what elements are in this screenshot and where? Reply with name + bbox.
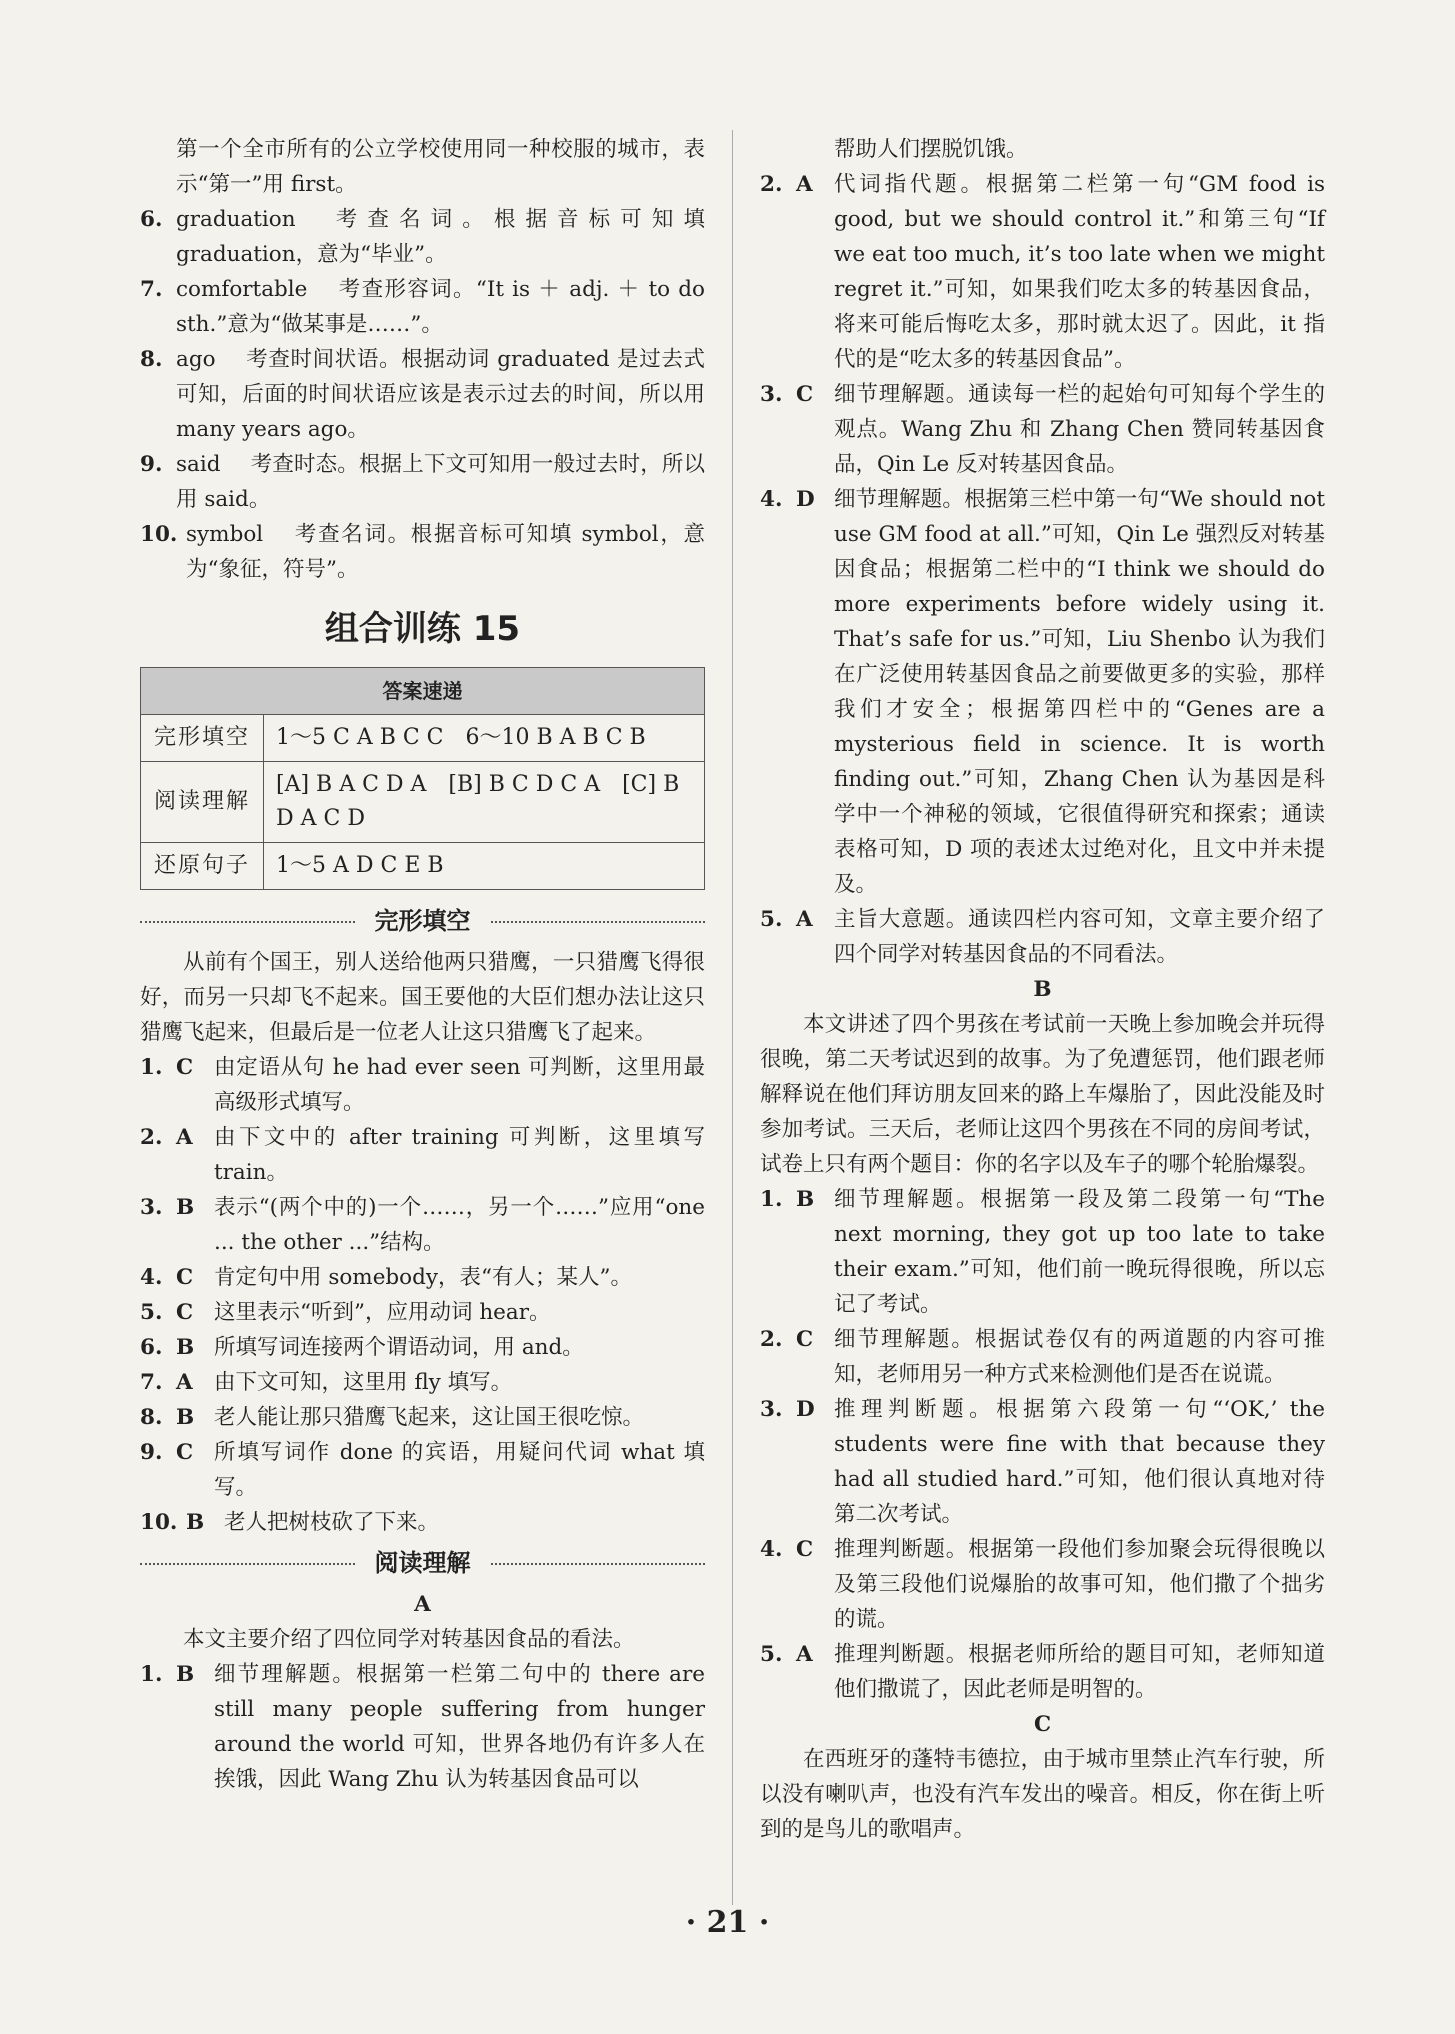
row-label: 完形填空: [141, 715, 264, 762]
section-title: 组合训练 15: [324, 609, 521, 649]
explanation: 肯定句中用 somebody，表“有人；某人”。: [214, 1265, 633, 1290]
answer-letter: B: [176, 1662, 195, 1687]
answer-table: [140, 667, 705, 890]
answer-word: said: [176, 452, 221, 477]
answer-word: graduation: [176, 207, 296, 232]
heading-label: 阅读理解: [374, 1549, 471, 1577]
answer-item-9: [140, 447, 705, 517]
cloze-summary: 从前有个国王，别人送给他两只猎鹰，一只猎鹰飞得很好，而另一只却飞不起来。国王要他的大臣们想办法让这只猎鹰飞起来，但最后是一位老人让这只猎鹰飞了起来。: [140, 950, 705, 1045]
answer-item-8: [140, 342, 705, 447]
answer-item-10: [140, 517, 705, 587]
item-number: 2.: [140, 1125, 163, 1150]
explanation: 细节理解题。根据第一段及第二段第一句“The next morning, they got up too late to take their exam.”可知，他们前一晚玩得很晚，所以忘记了考试。: [834, 1187, 1325, 1317]
item-number: 5.: [760, 907, 783, 932]
cloze-item-2: [140, 1120, 705, 1190]
explanation: 由下文可知，这里用 fly 填写。: [214, 1370, 513, 1395]
row-value: [A] B A C D A [B] B C D C A [C] B D A C D: [264, 762, 705, 843]
reading-heading: [140, 1546, 705, 1581]
answer-letter: A: [796, 1642, 813, 1667]
explanation: 老人把树枝砍了下来。: [224, 1510, 440, 1535]
explanation: 细节理解题。根据第一栏第二句中的 there are still many people suffering from hunger around the world 可知，世界各地仍有许多人在挨饿，因此 Wang Zhu 认为转基因食品可以: [214, 1662, 705, 1792]
item-number: 4.: [760, 1537, 783, 1562]
right-column: [760, 132, 1325, 1847]
answer-letter: B: [176, 1195, 195, 1220]
answer-letter: A: [176, 1370, 193, 1395]
intro-continuation: 第一个全市所有的公立学校使用同一种校服的城市，表示“第一”用 first。: [176, 137, 705, 197]
reading-b-item-1: [760, 1182, 1325, 1322]
item-number: 9.: [140, 1440, 163, 1465]
answer-letter: C: [796, 1327, 814, 1352]
answer-item-7: [140, 272, 705, 342]
reading-a-item-2: [760, 167, 1325, 377]
reading-b-item-2: [760, 1322, 1325, 1392]
item-number: 1.: [140, 1662, 163, 1687]
cloze-item-7: [140, 1365, 705, 1400]
item-number: 1.: [760, 1187, 783, 1212]
answer-word: symbol: [186, 522, 264, 547]
answer-letter: B: [796, 1187, 815, 1212]
item-number: 3.: [760, 1397, 783, 1422]
explanation: 考查名词。根据音标可知填 symbol，意为“象征，符号”。: [186, 522, 705, 582]
cloze-item-6: [140, 1330, 705, 1365]
explanation: 由下文中的 after training 可判断，这里填写 train。: [214, 1125, 705, 1185]
table-row: [141, 843, 705, 890]
cloze-item-9: [140, 1435, 705, 1505]
item-number: 4.: [140, 1265, 163, 1290]
item-number: 5.: [760, 1642, 783, 1667]
heading-label: 完形填空: [374, 907, 471, 935]
item-number: 7.: [140, 1370, 163, 1395]
answer-letter: C: [176, 1440, 194, 1465]
answer-letter: D: [796, 487, 815, 512]
answer-letter: A: [796, 907, 813, 932]
cloze-item-5: [140, 1295, 705, 1330]
answer-letter: A: [176, 1125, 193, 1150]
column-divider: [732, 130, 733, 1905]
explanation: 代词指代题。根据第二栏第一句“GM food is good, but we should control it.”和第三句“If we eat too much, it’s too late when we might regret it.”可知，如果我们吃太多的转基因食品，将来可能后悔吃太多，那时就太迟了。因此，it 指代的是“吃太多的转基因食品”。: [834, 172, 1325, 372]
page-number: · 21 ·: [685, 1905, 770, 1940]
explanation: 细节理解题。通读每一栏的起始句可知每个学生的观点。Wang Zhu 和 Zhang Chen 赞同转基因食品，Qin Le 反对转基因食品。: [834, 382, 1325, 477]
explanation: 所填写词作 done 的宾语，用疑问代词 what 填写。: [214, 1440, 705, 1500]
item-number: 8.: [140, 1405, 163, 1430]
passage-label-a: A: [414, 1592, 431, 1617]
explanation: 考查时态。根据上下文可知用一般过去时，所以用 said。: [176, 452, 705, 512]
row-value: 1～5 A D C E B: [264, 843, 705, 890]
passage-c-summary: 在西班牙的蓬特韦德拉，由于城市里禁止汽车行驶，所以没有喇叭声，也没有汽车发出的噪音。相反，你在街上听到的是鸟儿的歌唱声。: [760, 1747, 1325, 1842]
explanation: 主旨大意题。通读四栏内容可知，文章主要介绍了四个同学对转基因食品的不同看法。: [834, 907, 1325, 967]
passage-a-summary: 本文主要介绍了四位同学对转基因食品的看法。: [183, 1627, 635, 1652]
answer-letter: C: [176, 1055, 194, 1080]
passage-b-summary: 本文讲述了四个男孩在考试前一天晚上参加晚会并玩得很晚，第二天考试迟到的故事。为了免遭惩罚，他们跟老师解释说在他们拜访朋友回来的路上车爆胎了，因此没能及时参加考试。三天后，老师让这四个男孩在不同的房间考试，试卷上只有两个题目：你的名字以及车子的哪个轮胎爆裂。: [760, 1012, 1325, 1177]
cloze-item-10: [140, 1505, 705, 1540]
explanation: 细节理解题。根据试卷仅有的两道题的内容可推知，老师用另一种方式来检测他们是否在说谎。: [834, 1327, 1325, 1387]
answer-word: ago: [176, 347, 216, 372]
item-number: 2.: [760, 172, 783, 197]
cloze-item-1: [140, 1050, 705, 1120]
reading-a-item-1: [140, 1657, 705, 1797]
explanation: 考查形容词。“It is ＋ adj. ＋ to do sth.”意为“做某事是……”。: [176, 277, 705, 337]
left-column: [140, 132, 705, 1797]
explanation: 推理判断题。根据老师所给的题目可知，老师知道他们撒谎了，因此老师是明智的。: [834, 1642, 1325, 1702]
explanation: 考查名词。根据音标可知填 graduation，意为“毕业”。: [176, 207, 705, 267]
passage-label-c: C: [1033, 1712, 1052, 1737]
item-number: 3.: [760, 382, 783, 407]
item-number: 3.: [140, 1195, 163, 1220]
answer-letter: C: [796, 382, 814, 407]
item-number: 9.: [140, 452, 163, 477]
explanation: 所填写词连接两个谓语动词，用 and。: [214, 1335, 584, 1360]
row-value: 1～5 C A B C C 6～10 B A B C B: [264, 715, 705, 762]
answer-item-6: [140, 202, 705, 272]
table-row: [141, 762, 705, 843]
reading-b-item-3: [760, 1392, 1325, 1532]
item-number: 6.: [140, 207, 163, 232]
cloze-item-4: [140, 1260, 705, 1295]
answer-letter: B: [186, 1510, 205, 1535]
reading-b-item-4: [760, 1532, 1325, 1637]
item-number: 4.: [760, 487, 783, 512]
answer-letter: B: [176, 1405, 195, 1430]
cloze-item-3: [140, 1190, 705, 1260]
item-number: 10.: [140, 522, 178, 547]
row-label: 阅读理解: [141, 762, 264, 843]
explanation: 细节理解题。根据第三栏中第一句“We should not use GM food at all.”可知，Qin Le 强烈反对转基因食品；根据第二栏中的“I think we should do more experiments before widely using it. That’s safe for us.”可知，Liu Shenbo 认为我们在广泛使用转基因食品之前要做更多的实验，那样我们才安全；根据第四栏中的“Genes are a mysterious field in science. It is worth finding out.”可知，Zhang Chen 认为基因是科学中一个神秘的领域，它很值得研究和探索；通读表格可知，D 项的表述太过绝对化，且文中并未提及。: [834, 487, 1325, 897]
explanation: 由定语从句 he had ever seen 可判断，这里用最高级形式填写。: [214, 1055, 705, 1115]
cloze-item-8: [140, 1400, 705, 1435]
answer-table-header: 答案速递: [141, 668, 705, 715]
item-number: 5.: [140, 1300, 163, 1325]
item-number: 6.: [140, 1335, 163, 1360]
explanation: 推理判断题。根据第一段他们参加聚会玩得很晚以及第三段他们说爆胎的故事可知，他们撒了个拙劣的谎。: [834, 1537, 1325, 1632]
explanation: 表示“(两个中的)一个……，另一个……”应用“one ... the other ...”结构。: [214, 1195, 705, 1255]
reading-b-item-5: [760, 1637, 1325, 1707]
reading-a-item-5: [760, 902, 1325, 972]
passage-label-b: B: [1033, 977, 1052, 1002]
answer-word: comfortable: [176, 277, 308, 302]
a1-continuation: 帮助人们摆脱饥饿。: [834, 137, 1028, 162]
item-number: 1.: [140, 1055, 163, 1080]
row-label: 还原句子: [141, 843, 264, 890]
answer-letter: C: [176, 1265, 194, 1290]
table-row: [141, 715, 705, 762]
answer-letter: A: [796, 172, 813, 197]
answer-letter: C: [796, 1537, 814, 1562]
explanation: 考查时间状语。根据动词 graduated 是过去式可知，后面的时间状语应该是表示过去的时间，所以用 many years ago。: [176, 347, 705, 442]
explanation: 这里表示“听到”，应用动词 hear。: [214, 1300, 551, 1325]
explanation: 老人能让那只猎鹰飞起来，这让国王很吃惊。: [214, 1405, 645, 1430]
answer-letter: C: [176, 1300, 194, 1325]
reading-a-item-4: [760, 482, 1325, 902]
item-number: 8.: [140, 347, 163, 372]
item-number: 7.: [140, 277, 163, 302]
answer-letter: D: [796, 1397, 815, 1422]
item-number: 2.: [760, 1327, 783, 1352]
answer-letter: B: [176, 1335, 195, 1360]
item-number: 10.: [140, 1510, 178, 1535]
reading-a-item-3: [760, 377, 1325, 482]
explanation: 推理判断题。根据第六段第一句“‘OK,’ the students were fine with that because they had all studied hard.”可知，他们很认真地对待第二次考试。: [834, 1397, 1325, 1527]
cloze-heading: [140, 904, 705, 939]
